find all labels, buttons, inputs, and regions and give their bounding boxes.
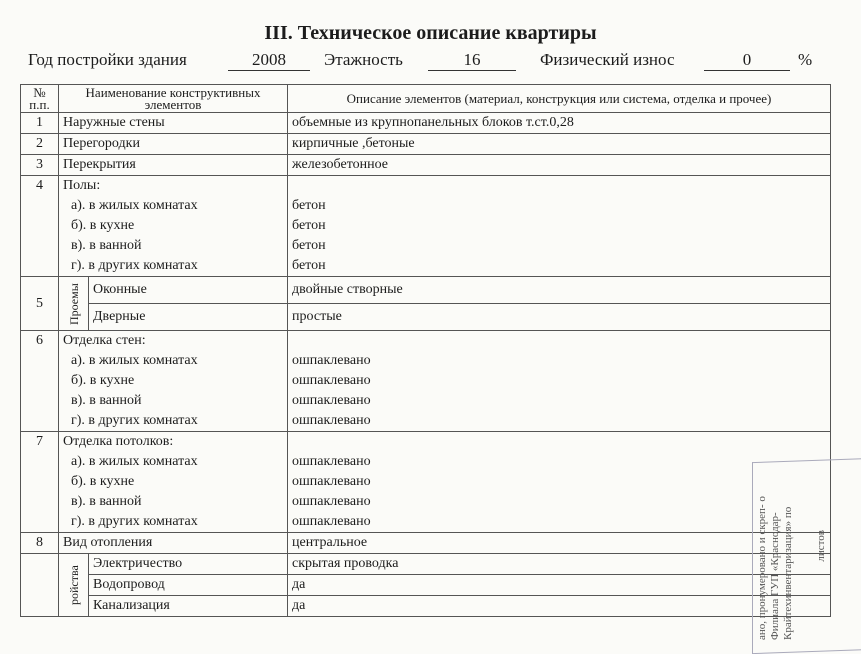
- header-name: Наименование конструктивных элементов: [59, 85, 288, 113]
- wear-value: 0: [704, 50, 790, 71]
- row-name: в). в ванной: [59, 236, 288, 256]
- row-desc: ошпаклевано: [288, 411, 831, 432]
- table-row: [21, 391, 831, 411]
- row-name: б). в кухне: [59, 371, 288, 391]
- row-num: 8: [21, 533, 59, 554]
- row-name: а). в жилых комнатах: [59, 351, 288, 371]
- row-desc: бетон: [288, 256, 831, 277]
- table-row: [21, 432, 831, 453]
- table-header: [21, 85, 831, 113]
- row-desc: ошпаклевано: [288, 371, 831, 391]
- row-desc: простые: [288, 304, 831, 331]
- row-desc: да: [288, 596, 831, 617]
- table-row: [21, 216, 831, 236]
- floors-value: 16: [428, 50, 516, 71]
- row-name: Отделка стен:: [59, 331, 288, 352]
- group-label: Проемы: [59, 277, 89, 331]
- header-num: № п.п.: [21, 85, 59, 113]
- row-desc: центральное: [288, 533, 831, 554]
- row-num: 5: [21, 277, 59, 331]
- row-name: б). в кухне: [59, 216, 288, 236]
- row-desc: ошпаклевано: [288, 512, 831, 533]
- row-name: Полы:: [59, 176, 288, 197]
- row-num: 7: [21, 432, 59, 533]
- table-row: [21, 351, 831, 371]
- row-num: 1: [21, 113, 59, 134]
- table-row: [21, 113, 831, 134]
- row-name: Перекрытия: [59, 155, 288, 176]
- table-row: [21, 155, 831, 176]
- row-name: Оконные: [89, 277, 288, 304]
- header-desc: Описание элементов (материал, конструкция или система, отделка и прочее): [288, 85, 831, 113]
- row-desc: объемные из крупнопанельных блоков т.ст.0,28: [288, 113, 831, 134]
- table-row: [21, 236, 831, 256]
- wear-label: Физический износ: [540, 50, 675, 69]
- table-row: [21, 452, 831, 472]
- row-desc: ошпаклевано: [288, 472, 831, 492]
- row-name: Электричество: [89, 554, 288, 575]
- row-desc: двойные створные: [288, 277, 831, 304]
- row-name: а). в жилых комнатах: [59, 452, 288, 472]
- group-label: ройства: [59, 554, 89, 617]
- row-name: Перегородки: [59, 134, 288, 155]
- table-row: [21, 411, 831, 432]
- year-value: 2008: [228, 50, 310, 71]
- row-desc: кирпичные ,бетоные: [288, 134, 831, 155]
- table-row: [21, 277, 831, 304]
- row-desc: да: [288, 575, 831, 596]
- row-name: Водопровод: [89, 575, 288, 596]
- row-desc: [288, 176, 831, 197]
- row-desc: железобетонное: [288, 155, 831, 176]
- table-row: [21, 331, 831, 352]
- row-desc: ошпаклевано: [288, 391, 831, 411]
- row-desc: ошпаклевано: [288, 351, 831, 371]
- tech-description-table: [20, 84, 831, 617]
- row-name: Наружные стены: [59, 113, 288, 134]
- table-row: [21, 596, 831, 617]
- row-num: 3: [21, 155, 59, 176]
- row-name: б). в кухне: [59, 472, 288, 492]
- row-desc: бетон: [288, 236, 831, 256]
- table-row: [21, 492, 831, 512]
- document-title: III. Техническое описание квартиры: [264, 22, 597, 44]
- table-row: [21, 371, 831, 391]
- stamp-sheets-label: листов: [815, 530, 827, 562]
- table-row: [21, 176, 831, 197]
- row-name: в). в ванной: [59, 391, 288, 411]
- row-desc: скрытая проводка: [288, 554, 831, 575]
- row-num: 4: [21, 176, 59, 277]
- table-row: [21, 512, 831, 533]
- row-desc: бетон: [288, 196, 831, 216]
- row-desc: бетон: [288, 216, 831, 236]
- table-row: [21, 134, 831, 155]
- year-label: Год постройки здания: [28, 50, 187, 69]
- row-name: Дверные: [89, 304, 288, 331]
- row-name: а). в жилых комнатах: [59, 196, 288, 216]
- row-desc: [288, 331, 831, 352]
- row-name: г). в других комнатах: [59, 256, 288, 277]
- table-row: [21, 256, 831, 277]
- row-desc: ошпаклевано: [288, 492, 831, 512]
- table-row: [21, 554, 831, 575]
- row-num: 2: [21, 134, 59, 155]
- table-row: [21, 196, 831, 216]
- row-name: г). в других комнатах: [59, 512, 288, 533]
- stamp-text: ано, пронумеровано и скреп- о Филиала ГУП «Краснодар- Крайтехинвентаризация» по: [756, 496, 794, 640]
- table-row: [21, 575, 831, 596]
- row-name: Вид отопления: [59, 533, 288, 554]
- table-row: [21, 472, 831, 492]
- row-num: 6: [21, 331, 59, 432]
- wear-unit: %: [798, 50, 813, 69]
- row-num: [21, 554, 59, 617]
- row-name: в). в ванной: [59, 492, 288, 512]
- row-name: г). в других комнатах: [59, 411, 288, 432]
- table-row: [21, 533, 831, 554]
- table-row: [21, 304, 831, 331]
- row-name: Канализация: [89, 596, 288, 617]
- row-desc: [288, 432, 831, 453]
- floors-label: Этажность: [324, 50, 403, 69]
- row-name: Отделка потолков:: [59, 432, 288, 453]
- row-desc: ошпаклевано: [288, 452, 831, 472]
